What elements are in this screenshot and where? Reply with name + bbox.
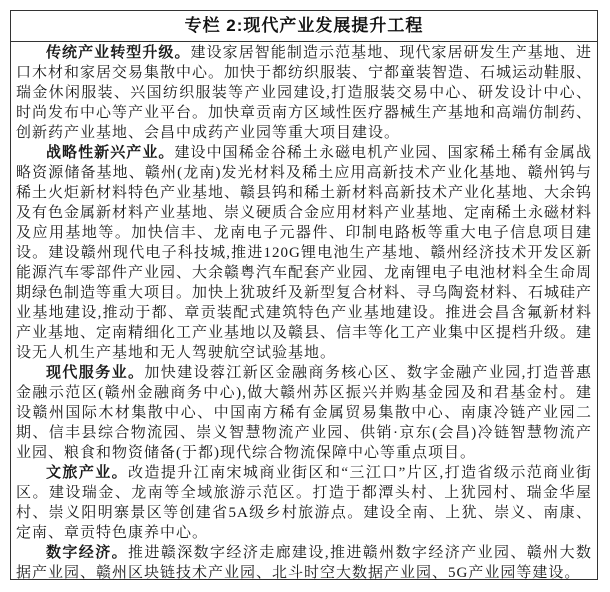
paragraph-text: 推进赣深数字经济走廊建设,推进赣州数字经济产业园、赣州大数据产业园、赣州区块链技术产业园、北斗时空大数据产业园、5G产业园等建设。 [16,545,592,581]
paragraph-culture-tourism [16,463,592,543]
paragraph-text: 建设中国稀金谷稀土永磁电机产业园、国家稀土稀有金属战略资源储备基地、赣州(龙南)发光材料及稀土应用高新技术产业化基地、赣州钨与稀土火炬新材料特色产业基地、赣县钨和稀土新材料高新技术产业化基地、大余钨及有色金属新材料产业基地、崇义硬质合金应用材料产业基地、定南稀土永磁材料及应用基地等。加快信丰、龙南电子元器件、印制电路板等重大电子信息项目建设。建设赣州现代电子科技城,推进120G锂电池生产基地、赣州经济技术开发区新能源汽车零部件产业园、大余赣粤汽车配套产业园、龙南锂电子电池材料全生命周期绿色制造等重大项目。加快上犹玻纤及新型复合材料、寻乌陶瓷材料、石城硅产业基地建设,推动于都、章贡装配式建筑特色产业基地建设。推进会昌含氟新材料产业基地、定南精细化工产业基地以及赣县、信丰等化工产业集中区提档升级。建设无人机生产基地和无人驾驶航空试验基地。 [16,145,593,361]
paragraph-lead: 战略性新兴产业。 [46,145,175,161]
paragraph-lead: 传统产业转型升级。 [46,45,191,61]
paragraph-text: 改造提升江南宋城商业街区和“三江口”片区,打造省级示范商业街区。建设瑞金、龙南等全域旅游示范区。打造于都潭头村、上犹园村、瑞金华屋村、崇义阳明寨景区等创建省5A级乡村旅游点。建设全南、上犹、崇义、南康、定南、章贡特色康养中心。 [16,465,592,541]
paragraph-lead: 文旅产业。 [46,465,129,481]
paragraph-digital-economy [16,543,592,583]
column-panel [10,10,598,580]
paragraph-text: 建设家居智能制造示范基地、现代家居研发生产基地、进口木材和家居交易集散中心。加快于都纺织服装、宁都童装智造、石城运动鞋服、瑞金休闲服装、兴国纺织服装等产业园建设,打造服装交易中心、研发设计中心、时尚发布中心等产业平台。加快章贡南方区域性医疗器械生产基地和高端仿制药、创新药产业基地、会昌中成药产业园等重大项目建设。 [16,45,593,141]
paragraph-text: 加快建设蓉江新区金融商务核心区、数字金融产业园,打造普惠金融示范区(赣州金融商务中心),做大赣州苏区振兴并购基金园及和君基金村。建设赣州国际木材集散中心、中国南方稀有金属贸易集散中心、南康冷链产业园二期、信丰县综合物流园、崇义智慧物流产业园、供销·京东(会昌)冷链智慧物流产业园、粮食和物资储备(于都)现代综合物流保障中心等重点项目。 [16,365,592,461]
panel-body [11,42,597,583]
paragraph-strategic-emerging-industry [16,143,592,363]
paragraph-lead: 数字经济。 [46,545,129,561]
paragraph-modern-services [16,363,592,463]
paragraph-lead: 现代服务业。 [46,365,145,381]
paragraph-traditional-industry [16,43,592,143]
panel-title: 专栏 2:现代产业发展提升工程 [11,11,597,42]
